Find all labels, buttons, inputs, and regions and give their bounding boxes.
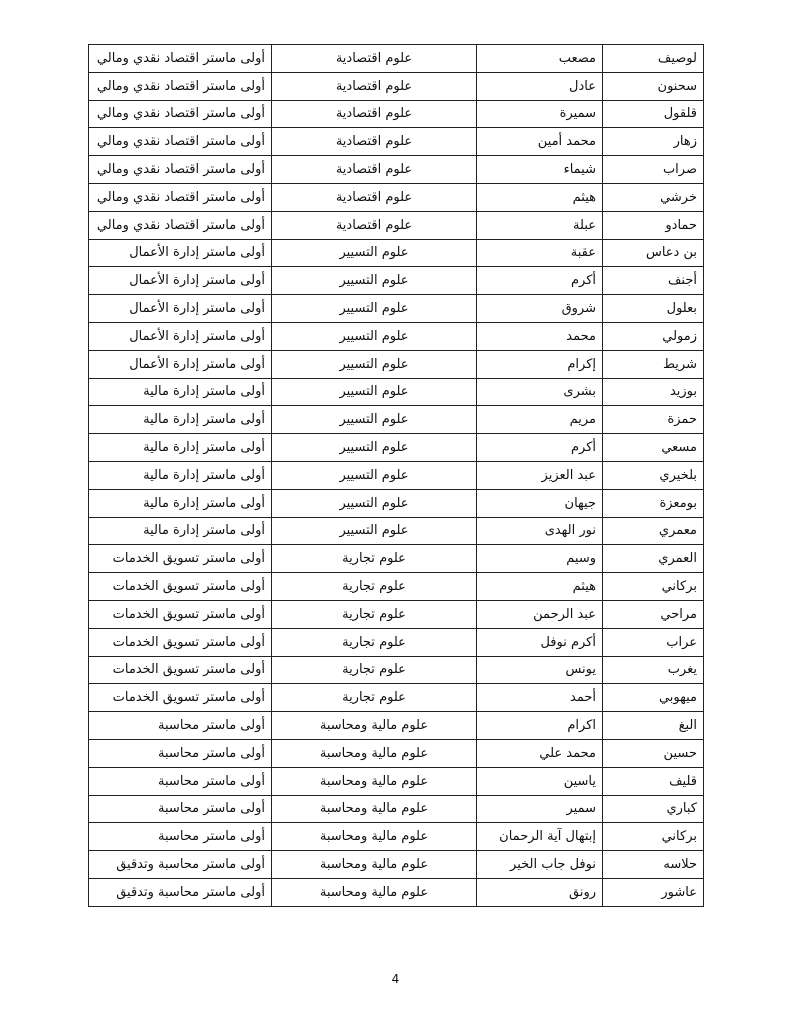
- table-row: [89, 156, 704, 184]
- surname-cell: بلخيري: [603, 461, 704, 489]
- surname-cell: حسين: [603, 739, 704, 767]
- study-level-cell: أولى ماستر إدارة الأعمال: [89, 350, 272, 378]
- study-level-cell: أولى ماستر إدارة مالية: [89, 434, 272, 462]
- first-name-cell: عبلة: [477, 211, 603, 239]
- study-level-cell: أولى ماستر إدارة مالية: [89, 406, 272, 434]
- study-level-cell: أولى ماستر محاسبة وتدقيق: [89, 851, 272, 879]
- first-name-cell: عادل: [477, 72, 603, 100]
- study-level-cell: أولى ماستر اقتصاد نقدي ومالي: [89, 45, 272, 73]
- surname-cell: بن دعاس: [603, 239, 704, 267]
- table-row: [89, 378, 704, 406]
- study-level-cell: أولى ماستر إدارة الأعمال: [89, 267, 272, 295]
- surname-cell: بعلول: [603, 295, 704, 323]
- student-table: [88, 44, 704, 907]
- faculty-cell: علوم التسيير: [272, 434, 477, 462]
- first-name-cell: أكرم نوفل: [477, 628, 603, 656]
- faculty-cell: علوم اقتصادية: [272, 156, 477, 184]
- surname-cell: ميهوبي: [603, 684, 704, 712]
- study-level-cell: أولى ماستر محاسبة: [89, 712, 272, 740]
- faculty-cell: علوم مالية ومحاسبة: [272, 739, 477, 767]
- table-row: [89, 545, 704, 573]
- surname-cell: عاشور: [603, 878, 704, 906]
- surname-cell: زمولي: [603, 322, 704, 350]
- faculty-cell: علوم التسيير: [272, 322, 477, 350]
- table-row: [89, 573, 704, 601]
- surname-cell: يغرب: [603, 656, 704, 684]
- surname-cell: شريط: [603, 350, 704, 378]
- surname-cell: حلاسه: [603, 851, 704, 879]
- faculty-cell: علوم اقتصادية: [272, 100, 477, 128]
- study-level-cell: أولى ماستر إدارة الأعمال: [89, 239, 272, 267]
- faculty-cell: علوم مالية ومحاسبة: [272, 823, 477, 851]
- table-row: [89, 795, 704, 823]
- study-level-cell: أولى ماستر محاسبة: [89, 795, 272, 823]
- surname-cell: قليف: [603, 767, 704, 795]
- table-row: [89, 128, 704, 156]
- table-row: [89, 267, 704, 295]
- surname-cell: زهار: [603, 128, 704, 156]
- table-row: [89, 739, 704, 767]
- study-level-cell: أولى ماستر تسويق الخدمات: [89, 573, 272, 601]
- first-name-cell: أكرم: [477, 267, 603, 295]
- table-row: [89, 239, 704, 267]
- faculty-cell: علوم التسيير: [272, 461, 477, 489]
- study-level-cell: أولى ماستر اقتصاد نقدي ومالي: [89, 211, 272, 239]
- study-level-cell: أولى ماستر إدارة مالية: [89, 489, 272, 517]
- surname-cell: حمزة: [603, 406, 704, 434]
- first-name-cell: جيهان: [477, 489, 603, 517]
- surname-cell: بومعزة: [603, 489, 704, 517]
- first-name-cell: أحمد: [477, 684, 603, 712]
- first-name-cell: وسيم: [477, 545, 603, 573]
- first-name-cell: هيثم: [477, 573, 603, 601]
- surname-cell: حمادو: [603, 211, 704, 239]
- first-name-cell: رونق: [477, 878, 603, 906]
- study-level-cell: أولى ماستر إدارة الأعمال: [89, 322, 272, 350]
- table-row: [89, 712, 704, 740]
- surname-cell: كباري: [603, 795, 704, 823]
- study-level-cell: أولى ماستر تسويق الخدمات: [89, 684, 272, 712]
- surname-cell: صراب: [603, 156, 704, 184]
- study-level-cell: أولى ماستر محاسبة وتدقيق: [89, 878, 272, 906]
- faculty-cell: علوم التسيير: [272, 406, 477, 434]
- first-name-cell: شروق: [477, 295, 603, 323]
- surname-cell: أجنف: [603, 267, 704, 295]
- faculty-cell: علوم التسيير: [272, 517, 477, 545]
- first-name-cell: إبتهال آية الرحمان: [477, 823, 603, 851]
- surname-cell: معمري: [603, 517, 704, 545]
- study-level-cell: أولى ماستر اقتصاد نقدي ومالي: [89, 183, 272, 211]
- faculty-cell: علوم مالية ومحاسبة: [272, 795, 477, 823]
- study-level-cell: أولى ماستر اقتصاد نقدي ومالي: [89, 156, 272, 184]
- faculty-cell: علوم اقتصادية: [272, 45, 477, 73]
- first-name-cell: نور الهدى: [477, 517, 603, 545]
- table-row: [89, 183, 704, 211]
- first-name-cell: محمد: [477, 322, 603, 350]
- surname-cell: لوصيف: [603, 45, 704, 73]
- table-row: [89, 489, 704, 517]
- faculty-cell: علوم التسيير: [272, 350, 477, 378]
- first-name-cell: مصعب: [477, 45, 603, 73]
- first-name-cell: عقبة: [477, 239, 603, 267]
- first-name-cell: سمير: [477, 795, 603, 823]
- table-row: [89, 295, 704, 323]
- surname-cell: مسعي: [603, 434, 704, 462]
- faculty-cell: علوم التسيير: [272, 295, 477, 323]
- faculty-cell: علوم اقتصادية: [272, 211, 477, 239]
- table-row: [89, 878, 704, 906]
- table-row: [89, 72, 704, 100]
- study-level-cell: أولى ماستر اقتصاد نقدي ومالي: [89, 72, 272, 100]
- surname-cell: خرشي: [603, 183, 704, 211]
- study-level-cell: أولى ماستر إدارة مالية: [89, 378, 272, 406]
- faculty-cell: علوم تجارية: [272, 684, 477, 712]
- first-name-cell: عبد الرحمن: [477, 600, 603, 628]
- surname-cell: بركاني: [603, 823, 704, 851]
- table-row: [89, 100, 704, 128]
- table-row: [89, 684, 704, 712]
- study-level-cell: أولى ماستر تسويق الخدمات: [89, 656, 272, 684]
- page-number: 4: [391, 972, 400, 986]
- table-row: [89, 600, 704, 628]
- first-name-cell: اكرام: [477, 712, 603, 740]
- surname-cell: سحنون: [603, 72, 704, 100]
- table-row: [89, 322, 704, 350]
- faculty-cell: علوم مالية ومحاسبة: [272, 878, 477, 906]
- faculty-cell: علوم اقتصادية: [272, 128, 477, 156]
- study-level-cell: أولى ماستر تسويق الخدمات: [89, 545, 272, 573]
- surname-cell: البغ: [603, 712, 704, 740]
- study-level-cell: أولى ماستر محاسبة: [89, 739, 272, 767]
- study-level-cell: أولى ماستر اقتصاد نقدي ومالي: [89, 128, 272, 156]
- study-level-cell: أولى ماستر تسويق الخدمات: [89, 600, 272, 628]
- study-level-cell: أولى ماستر محاسبة: [89, 767, 272, 795]
- study-level-cell: أولى ماستر إدارة الأعمال: [89, 295, 272, 323]
- first-name-cell: ياسين: [477, 767, 603, 795]
- table-row: [89, 461, 704, 489]
- first-name-cell: عبد العزيز: [477, 461, 603, 489]
- first-name-cell: محمد أمين: [477, 128, 603, 156]
- faculty-cell: علوم التسيير: [272, 378, 477, 406]
- faculty-cell: علوم تجارية: [272, 656, 477, 684]
- first-name-cell: إكرام: [477, 350, 603, 378]
- table-row: [89, 45, 704, 73]
- surname-cell: مراحي: [603, 600, 704, 628]
- faculty-cell: علوم التسيير: [272, 267, 477, 295]
- study-level-cell: أولى ماستر إدارة مالية: [89, 517, 272, 545]
- surname-cell: قلقول: [603, 100, 704, 128]
- surname-cell: عراب: [603, 628, 704, 656]
- faculty-cell: علوم التسيير: [272, 489, 477, 517]
- faculty-cell: علوم تجارية: [272, 600, 477, 628]
- table-row: [89, 767, 704, 795]
- table-row: [89, 406, 704, 434]
- first-name-cell: يونس: [477, 656, 603, 684]
- surname-cell: العمري: [603, 545, 704, 573]
- study-level-cell: أولى ماستر اقتصاد نقدي ومالي: [89, 100, 272, 128]
- table-row: [89, 350, 704, 378]
- faculty-cell: علوم مالية ومحاسبة: [272, 851, 477, 879]
- faculty-cell: علوم تجارية: [272, 545, 477, 573]
- first-name-cell: بشرى: [477, 378, 603, 406]
- first-name-cell: شيماء: [477, 156, 603, 184]
- table-row: [89, 656, 704, 684]
- study-level-cell: أولى ماستر تسويق الخدمات: [89, 628, 272, 656]
- table-row: [89, 823, 704, 851]
- surname-cell: بركاني: [603, 573, 704, 601]
- first-name-cell: سميرة: [477, 100, 603, 128]
- student-table-body: [89, 45, 704, 907]
- first-name-cell: هيثم: [477, 183, 603, 211]
- surname-cell: بوزيد: [603, 378, 704, 406]
- faculty-cell: علوم تجارية: [272, 628, 477, 656]
- table-row: [89, 211, 704, 239]
- table-row: [89, 434, 704, 462]
- first-name-cell: نوفل جاب الخير: [477, 851, 603, 879]
- study-level-cell: أولى ماستر إدارة مالية: [89, 461, 272, 489]
- first-name-cell: مريم: [477, 406, 603, 434]
- table-row: [89, 851, 704, 879]
- table-row: [89, 517, 704, 545]
- first-name-cell: أكرم: [477, 434, 603, 462]
- table-row: [89, 628, 704, 656]
- faculty-cell: علوم تجارية: [272, 573, 477, 601]
- faculty-cell: علوم التسيير: [272, 239, 477, 267]
- faculty-cell: علوم اقتصادية: [272, 183, 477, 211]
- first-name-cell: محمد علي: [477, 739, 603, 767]
- study-level-cell: أولى ماستر محاسبة: [89, 823, 272, 851]
- faculty-cell: علوم مالية ومحاسبة: [272, 712, 477, 740]
- faculty-cell: علوم اقتصادية: [272, 72, 477, 100]
- faculty-cell: علوم مالية ومحاسبة: [272, 767, 477, 795]
